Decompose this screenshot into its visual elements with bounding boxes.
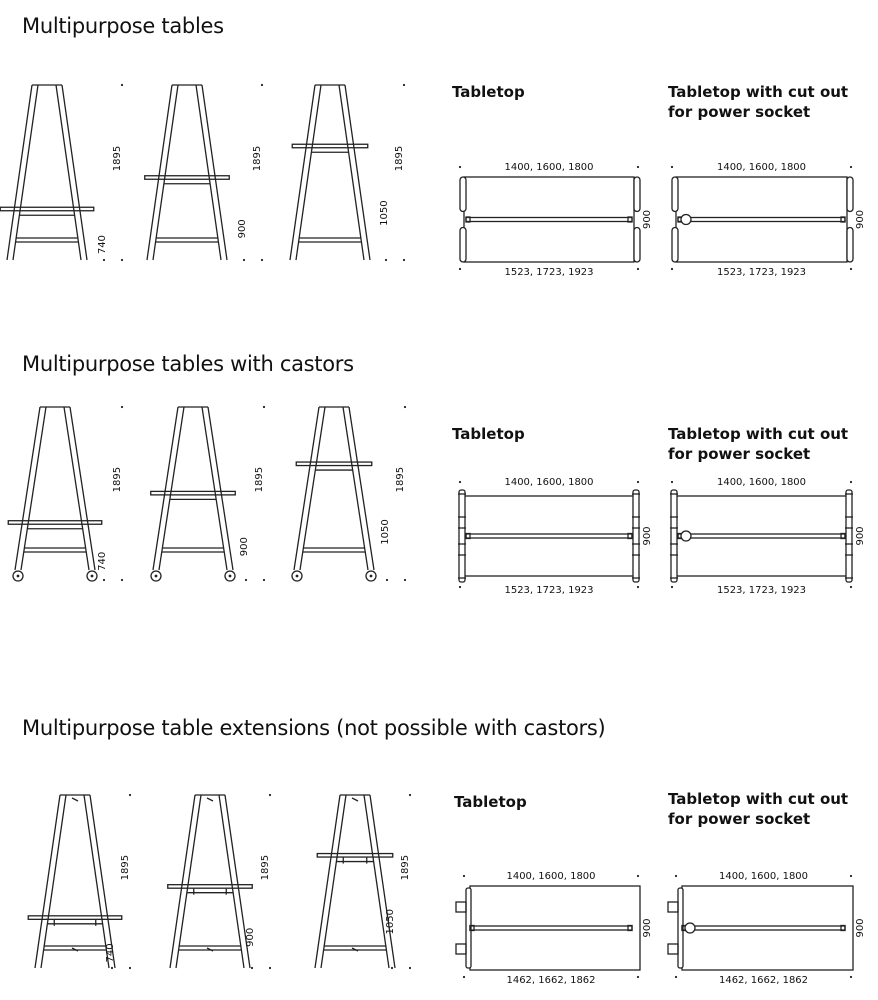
height-dimension-label: 1895 — [120, 854, 131, 881]
dimension-point — [637, 268, 639, 270]
tabletop-outline — [464, 496, 634, 576]
frame-elevation — [28, 794, 131, 969]
frame-leg — [41, 795, 66, 968]
dimension-point — [459, 268, 461, 270]
height-dimension-label: 1895 — [260, 854, 271, 881]
dimension-point — [459, 481, 461, 483]
frame-end — [847, 228, 853, 263]
dimension-point — [850, 875, 852, 877]
table-shelf — [296, 462, 372, 466]
section-title-castors: Multipurpose tables with castors — [22, 352, 354, 376]
frame-leg — [315, 795, 340, 968]
frame-leg — [294, 407, 319, 570]
dimension-point — [850, 481, 852, 483]
frame-leg — [202, 407, 227, 570]
tabletop-outline — [676, 496, 847, 576]
tabletop-outline — [464, 177, 634, 262]
table-shelf — [317, 854, 393, 858]
tabletop-plan — [458, 477, 653, 596]
dimension-point — [121, 406, 123, 408]
frame-leg — [202, 85, 227, 260]
frame-leg — [35, 795, 60, 968]
extension-bracket — [456, 902, 466, 912]
table-height-dimension-label: 740 — [97, 551, 108, 571]
table-height-dimension-label: 1050 — [379, 200, 390, 226]
table-height-dimension-label: 1050 — [385, 909, 396, 935]
table-height-dimension-label: 1050 — [380, 519, 391, 545]
frame-leg — [70, 407, 95, 570]
plan-label-tabletop: Tabletop — [454, 793, 527, 811]
extension-bracket — [456, 944, 466, 954]
dimension-point — [671, 586, 673, 588]
frame-leg — [56, 85, 81, 260]
dimension-point — [385, 259, 387, 261]
castor-hub — [155, 575, 158, 578]
dimension-point — [637, 976, 639, 978]
depth-dimension-label: 900 — [642, 918, 653, 938]
dimension-point — [121, 259, 123, 261]
frame-leg — [64, 407, 89, 570]
frame-end — [634, 228, 640, 263]
power-socket-cutout — [685, 923, 695, 933]
frame-leg — [153, 407, 178, 570]
table-height-dimension-label: 900 — [245, 927, 256, 947]
dimension-point — [403, 259, 405, 261]
frame-end — [633, 490, 639, 582]
frame-leg — [90, 795, 115, 968]
height-dimension-label: 1895 — [112, 466, 123, 493]
dimension-point — [386, 579, 388, 581]
frame-end — [672, 177, 678, 212]
frame-leg — [15, 407, 40, 570]
frame-leg — [208, 407, 233, 570]
extension-bracket — [668, 944, 678, 954]
dimension-point — [251, 967, 253, 969]
table-height-dimension-label: 900 — [239, 537, 250, 557]
dimension-point — [459, 166, 461, 168]
power-socket-cutout — [681, 215, 691, 225]
frame-leg — [370, 795, 395, 968]
table-height-dimension-label: 900 — [237, 219, 248, 239]
bottom-width-dimension-label: 1523, 1723, 1923 — [716, 267, 807, 278]
top-width-dimension-label: 1400, 1600, 1800 — [718, 871, 809, 882]
frame-leg — [159, 407, 184, 570]
dimension-point — [463, 976, 465, 978]
plan-label-tabletop-socket: Tabletop with cut out for power socket — [668, 83, 849, 121]
depth-dimension-label: 900 — [642, 526, 653, 546]
bracket-mark — [207, 798, 213, 801]
dimension-point — [269, 967, 271, 969]
bracket-mark — [352, 798, 358, 801]
plan-label-tabletop: Tabletop — [452, 425, 525, 443]
dimension-point — [637, 481, 639, 483]
frame-end — [847, 177, 853, 212]
top-width-dimension-label: 1400, 1600, 1800 — [716, 477, 807, 488]
centre-rail — [678, 218, 845, 222]
frame-elevation — [315, 794, 411, 969]
frame-end — [460, 177, 466, 212]
bottom-width-dimension-label: 1523, 1723, 1923 — [504, 267, 594, 278]
frame-elevation — [292, 406, 406, 581]
depth-dimension-label: 900 — [642, 209, 653, 230]
frame-leg — [62, 85, 87, 260]
tabletop-plan — [670, 477, 866, 596]
dimension-point — [675, 976, 677, 978]
dimension-point — [103, 579, 105, 581]
dimension-point — [391, 967, 393, 969]
bottom-width-dimension-label: 1462, 1662, 1862 — [506, 975, 596, 986]
extension-bracket — [668, 902, 678, 912]
dimension-point — [409, 794, 411, 796]
frame-end — [634, 177, 640, 212]
dimension-point — [850, 586, 852, 588]
centre-rail — [682, 926, 845, 930]
centre-rail — [466, 218, 632, 222]
table-height-dimension-label: 740 — [105, 943, 116, 963]
top-width-dimension-label: 1400, 1600, 1800 — [504, 162, 594, 173]
dimension-point — [269, 794, 271, 796]
table-shelf — [145, 176, 230, 180]
dimension-point — [637, 586, 639, 588]
frame-leg — [153, 85, 178, 260]
centre-rail — [466, 534, 632, 538]
tabletop-plan — [668, 871, 866, 986]
frame-leg — [345, 85, 370, 260]
dimension-point — [121, 84, 123, 86]
frame-end — [460, 228, 466, 263]
frame-leg — [343, 407, 368, 570]
centre-rail — [678, 534, 845, 538]
dimension-point — [850, 166, 852, 168]
castor-hub — [296, 575, 299, 578]
top-width-dimension-label: 1400, 1600, 1800 — [716, 162, 807, 173]
frame-elevation — [151, 406, 265, 581]
frame-leg — [147, 85, 172, 260]
bottom-width-dimension-label: 1462, 1662, 1862 — [718, 975, 809, 986]
frame-end — [846, 490, 852, 582]
top-width-dimension-label: 1400, 1600, 1800 — [504, 477, 594, 488]
frame-end — [672, 228, 678, 263]
depth-dimension-label: 900 — [855, 209, 866, 230]
dimension-point — [675, 875, 677, 877]
frame-elevation — [145, 84, 263, 261]
frame-leg — [339, 85, 364, 260]
frame-elevation — [168, 794, 271, 969]
dimension-point — [850, 268, 852, 270]
dimension-point — [103, 259, 105, 261]
power-socket-cutout — [681, 531, 691, 541]
dimension-point — [243, 259, 245, 261]
frame-elevation — [0, 84, 123, 261]
dimension-point — [129, 794, 131, 796]
dimension-point — [121, 579, 123, 581]
table-shelf — [151, 491, 236, 495]
frame-leg — [13, 85, 38, 260]
table-shelf — [292, 144, 368, 148]
dimension-point — [404, 406, 406, 408]
tabletop-plan — [456, 871, 653, 986]
frame-leg — [364, 795, 389, 968]
dimension-point — [403, 84, 405, 86]
frame-leg — [7, 85, 32, 260]
section-title-tables: Multipurpose tables — [22, 14, 224, 38]
bottom-width-dimension-label: 1523, 1723, 1923 — [716, 585, 807, 596]
height-dimension-label: 1895 — [254, 466, 265, 493]
frame-leg — [21, 407, 46, 570]
frame-elevation — [290, 84, 405, 261]
frame-leg — [290, 85, 315, 260]
height-dimension-label: 1895 — [112, 145, 123, 172]
frame-leg — [321, 795, 346, 968]
height-dimension-label: 1895 — [400, 854, 411, 881]
castor-hub — [370, 575, 373, 578]
plan-label-tabletop-socket: Tabletop with cut out for power socket — [668, 790, 849, 828]
frame-leg — [84, 795, 109, 968]
dimension-point — [263, 579, 265, 581]
plan-label-tabletop: Tabletop — [452, 83, 525, 101]
frame-end — [671, 490, 677, 582]
castor-hub — [17, 575, 20, 578]
dimension-point — [671, 481, 673, 483]
tabletop-outline — [682, 886, 853, 970]
tabletop-outline — [470, 886, 640, 970]
frame-leg — [170, 795, 195, 968]
frame-leg — [300, 407, 325, 570]
table-shelf — [168, 885, 253, 889]
centre-rail — [470, 926, 632, 930]
plan-label-tabletop-socket: Tabletop with cut out for power socket — [668, 425, 849, 463]
frame-leg — [196, 85, 221, 260]
table-height-dimension-label: 740 — [97, 235, 108, 255]
dimension-point — [129, 967, 131, 969]
dimension-point — [404, 579, 406, 581]
castor-hub — [91, 575, 94, 578]
castor-hub — [229, 575, 232, 578]
dimension-point — [245, 579, 247, 581]
depth-dimension-label: 900 — [855, 918, 866, 938]
height-dimension-label: 1895 — [395, 466, 406, 493]
frame-leg — [219, 795, 244, 968]
dimension-point — [261, 259, 263, 261]
dimension-point — [409, 967, 411, 969]
tabletop-plan — [671, 162, 866, 278]
frame-leg — [176, 795, 201, 968]
dimension-point — [850, 976, 852, 978]
depth-dimension-label: 900 — [855, 526, 866, 546]
dimension-point — [261, 84, 263, 86]
section-title-extensions: Multipurpose table extensions (not possible with castors) — [22, 716, 606, 740]
tabletop-outline — [676, 177, 847, 262]
frame-leg — [296, 85, 321, 260]
dimension-point — [263, 406, 265, 408]
bottom-width-dimension-label: 1523, 1723, 1923 — [504, 585, 594, 596]
dimension-point — [459, 586, 461, 588]
dimension-point — [637, 166, 639, 168]
dimension-point — [111, 967, 113, 969]
dimension-point — [637, 875, 639, 877]
dimension-point — [463, 875, 465, 877]
frame-elevation — [8, 406, 123, 581]
frame-leg — [349, 407, 374, 570]
top-width-dimension-label: 1400, 1600, 1800 — [506, 871, 596, 882]
dimension-point — [671, 268, 673, 270]
frame-end — [459, 490, 465, 582]
height-dimension-label: 1895 — [252, 145, 263, 172]
tabletop-plan — [459, 162, 653, 278]
dimension-point — [671, 166, 673, 168]
bracket-mark — [72, 798, 78, 801]
height-dimension-label: 1895 — [394, 145, 405, 172]
